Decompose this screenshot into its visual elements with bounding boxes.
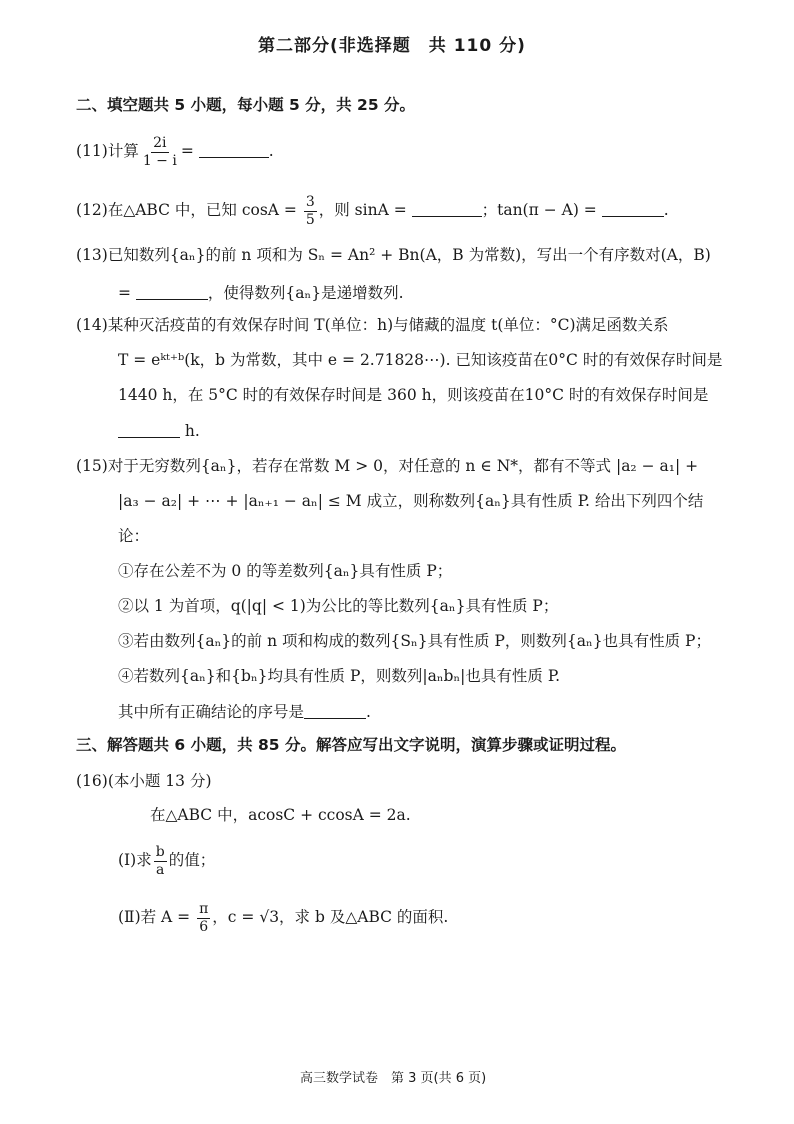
- q16-p1-prefix: (Ⅰ)求: [118, 851, 152, 870]
- q14-line3: 1440 h，在 5°C 时的有效保存时间是 360 h，则该疫苗在10°C 时的有效保存时间是: [118, 386, 709, 404]
- q13-line2-suffix: ，使得数列{aₙ}是递增数列.: [207, 284, 404, 302]
- q11-denominator: 1 − i: [142, 152, 177, 169]
- q16-p2-prefix: (Ⅱ)若 A =: [118, 908, 196, 927]
- q15-line2: |a₃ − a₂| + ⋯ + |aₙ₊₁ − aₙ| ≤ M 成立，则称数列{aₙ}具有性质 P. 给出下列四个结: [118, 492, 704, 510]
- q16-p2-numerator: π: [199, 901, 209, 917]
- q15-line1: (15)对于无穷数列{aₙ}，若存在常数 M > 0，对任意的 n ∈ N*，都有不等式 |a₂ − a₁| +: [76, 457, 699, 475]
- q16-part-2: [118, 902, 448, 934]
- q16-part-1: [118, 845, 215, 877]
- q12-prefix: (12)在△ABC 中，已知 cosA =: [76, 201, 302, 220]
- q12-sin-blank: [412, 202, 482, 217]
- q15-conclusion-3: ③若由数列{aₙ}的前 n 项和构成的数列{Sₙ}具有性质 P，则数列{aₙ}也具有性质 P；: [118, 632, 711, 650]
- q13-line2-prefix: =: [118, 284, 136, 302]
- q16-given: 在△ABC 中，acosC + ccosA = 2a.: [150, 806, 411, 824]
- q16-p2-fraction: [197, 902, 210, 934]
- q16-p1-suffix: 的值；: [168, 851, 216, 870]
- section-heading-answer: 三、解答题共 6 小题，共 85 分。解答应写出文字说明，演算步骤或证明过程。: [76, 736, 626, 754]
- q12-mid2: ；tan(π − A) =: [481, 201, 602, 220]
- q16-p1-denominator: a: [156, 861, 165, 878]
- q11-prefix: (11)计算: [76, 142, 139, 161]
- q12-numerator: 3: [305, 194, 315, 210]
- q15-conclusion-2: ②以 1 为首项，q(|q| < 1)为公比的等比数列{aₙ}具有性质 P；: [118, 597, 559, 615]
- q13-line1: (13)已知数列{aₙ}的前 n 项和为 Sₙ = An² + Bn(A，B 为常数)，写出一个有序数对(A，B): [76, 246, 711, 264]
- page-footer: 高三数学试卷 第 3 页(共 6 页): [300, 1071, 487, 1086]
- question-15-ask: [118, 704, 371, 721]
- q12-tan-blank: [602, 202, 664, 217]
- q12-fraction: [304, 195, 317, 227]
- q12-denominator: 5: [305, 211, 315, 228]
- q16-p1-numerator: b: [155, 844, 165, 860]
- page-title: 第二部分(非选择题 共 110 分): [258, 36, 526, 56]
- q15-conclusion-1: ①存在公差不为 0 的等差数列{aₙ}具有性质 P；: [118, 562, 453, 580]
- q16-p2-suffix: ，c = √3，求 b 及△ABC 的面积.: [212, 908, 449, 927]
- q15-ask-prefix: 其中所有正确结论的序号是: [118, 703, 305, 721]
- q14-line4-suffix: h.: [180, 422, 200, 440]
- q15-ask-suffix: .: [366, 703, 371, 721]
- question-13-line2: [118, 285, 404, 302]
- q13-answer-blank: [136, 285, 208, 300]
- q15-conclusion-4: ④若数列{aₙ}和{bₙ}均具有性质 P，则数列|aₙbₙ|也具有性质 P.: [118, 667, 561, 685]
- q15-answer-blank: [304, 704, 366, 719]
- q11-equals: =: [180, 142, 199, 161]
- question-12: (12)在△ABC 中，已知 cosA = $\frac{3}{5}$ ，则 sinA = ；tan(π − A) = .: [76, 194, 669, 228]
- q16-p1-fraction: [154, 845, 167, 877]
- q14-line1: (14)某种灭活疫苗的有效保存时间 T(单位：h)与储藏的温度 t(单位：°C)满足函数关系: [76, 316, 669, 334]
- q11-fraction: [141, 136, 179, 168]
- q14-answer-blank: [118, 423, 180, 438]
- q15-line3: 论：: [118, 527, 150, 545]
- question-11: (11)计算 $\frac{2i}{1 - i}$ = .: [76, 135, 274, 169]
- q16-label: (16)(本小题 13 分): [76, 772, 212, 790]
- question-14-line4: [118, 423, 200, 440]
- q11-answer-blank: [199, 143, 269, 158]
- q16-p2-denominator: 6: [199, 918, 209, 935]
- q12-mid: ，则 sinA =: [318, 201, 412, 220]
- q11-numerator: 2i: [153, 135, 167, 151]
- section-heading-fill-in: 二、填空题共 5 小题，每小题 5 分，共 25 分。: [76, 96, 416, 114]
- q14-line2: T = eᵏᵗ⁺ᵇ(k，b 为常数，其中 e = 2.71828⋯). 已知该疫苗在0°C 时的有效保存时间是: [118, 351, 723, 369]
